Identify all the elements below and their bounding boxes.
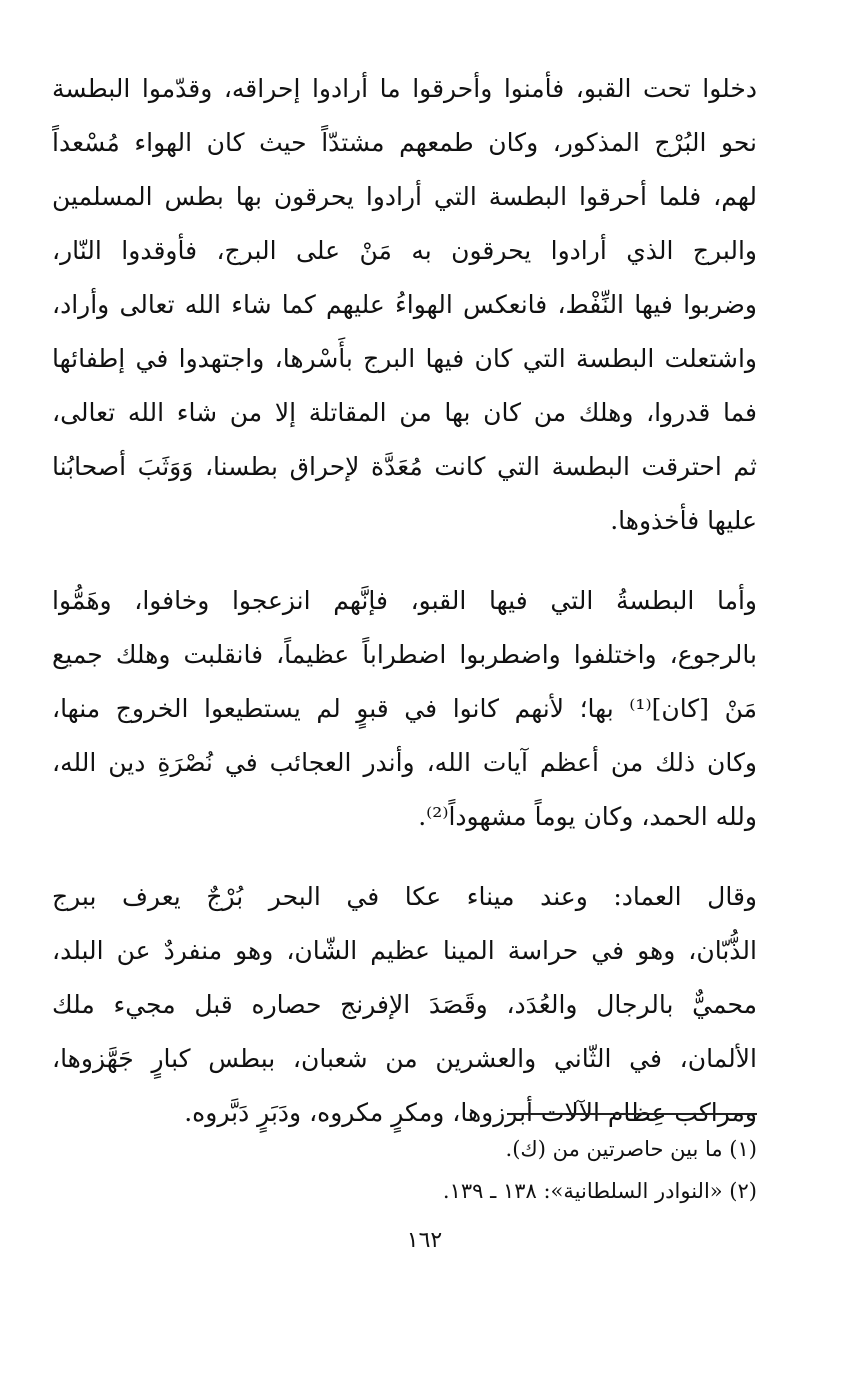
text-line: ومراكب عِظام الآلات أبرزوها، ومكرٍ مكروه، ودَبَرٍ دَبَّروه. [184,1098,757,1127]
footnote-1: (١) ما بين حاصرتين من (ك). [505,1137,757,1161]
footnote-divider [507,1113,757,1115]
text-line: وأما البطسةُ التي فيها القبو، فإنَّهم انزعجوا وخافوا، وهَمُّوا [52,586,757,615]
text-line: وكان ذلك من أعظم آيات الله، وأندر العجائب في نُصْرَةِ دين الله، [52,748,757,777]
text-line: محميٌّ بالرجال والعُدَد، وقَصَدَ الإفرنج حصاره قبل مجيء ملك [52,990,757,1019]
text-line: والبرج الذي أرادوا يحرقون به مَنْ على البرج، فأوقدوا النّار، [52,236,757,265]
footnotes [300,1128,757,1212]
text-line: وضربوا فيها النِّفْط، فانعكس الهواءُ عليهم كما شاء الله تعالى وأراد، [52,290,757,319]
text-line: بالرجوع، واختلفوا واضطربوا اضطراباً عظيماً، فانقلبت وهلك جميع [52,640,757,669]
text-line: مَنْ [كان]⁽¹⁾ بها؛ لأنهم كانوا في قبوٍ لم يستطيعوا الخروج منها، [52,694,757,723]
text-line: الذُّبّان، وهو في حراسة المينا عظيم الشّان، وهو منفردٌ عن البلد، [52,936,757,965]
paragraph-1 [52,62,757,548]
paragraph-2 [52,574,757,844]
main-text [52,62,757,1140]
text-line: دخلوا تحت القبو، فأمنوا وأحرقوا ما أرادوا إحراقه، وقدّموا البطسة [52,74,757,103]
text-line: فما قدروا، وهلك من كان بها من المقاتلة إلا من شاء الله تعالى، [52,398,757,427]
text-line: لهم، فلما أحرقوا البطسة التي أرادوا يحرقون بها بطس المسلمين [52,182,757,211]
footnote-2: (٢) «النوادر السلطانية»: ١٣٨ ـ ١٣٩. [442,1179,757,1203]
page-number: ١٦٢ [406,1228,443,1253]
text-line: الألمان، في الثّاني والعشرين من شعبان، ببطس كبارٍ جَهَّزوها، [52,1044,757,1073]
text-line: ثم احترقت البطسة التي كانت مُعَدَّة لإحراق بطسنا، وَوَثَبَ أصحابُنا [52,452,757,481]
paragraph-3 [52,870,757,1140]
paragraph-gap [52,548,757,574]
text-line: عليها فأخذوها. [610,506,757,535]
text-line: ولله الحمد، وكان يوماً مشهوداً⁽²⁾. [418,802,757,831]
text-line: واشتعلت البطسة التي كان فيها البرج بأَسْرها، واجتهدوا في إطفائها [52,344,757,373]
text-line: نحو البُرْج المذكور، وكان طمعهم مشتدّاً حيث كان الهواء مُسْعداً [52,128,757,157]
text-line: وقال العماد: وعند ميناء عكا في البحر بُرْجٌ يعرف ببرج [52,882,757,911]
paragraph-gap [52,844,757,870]
